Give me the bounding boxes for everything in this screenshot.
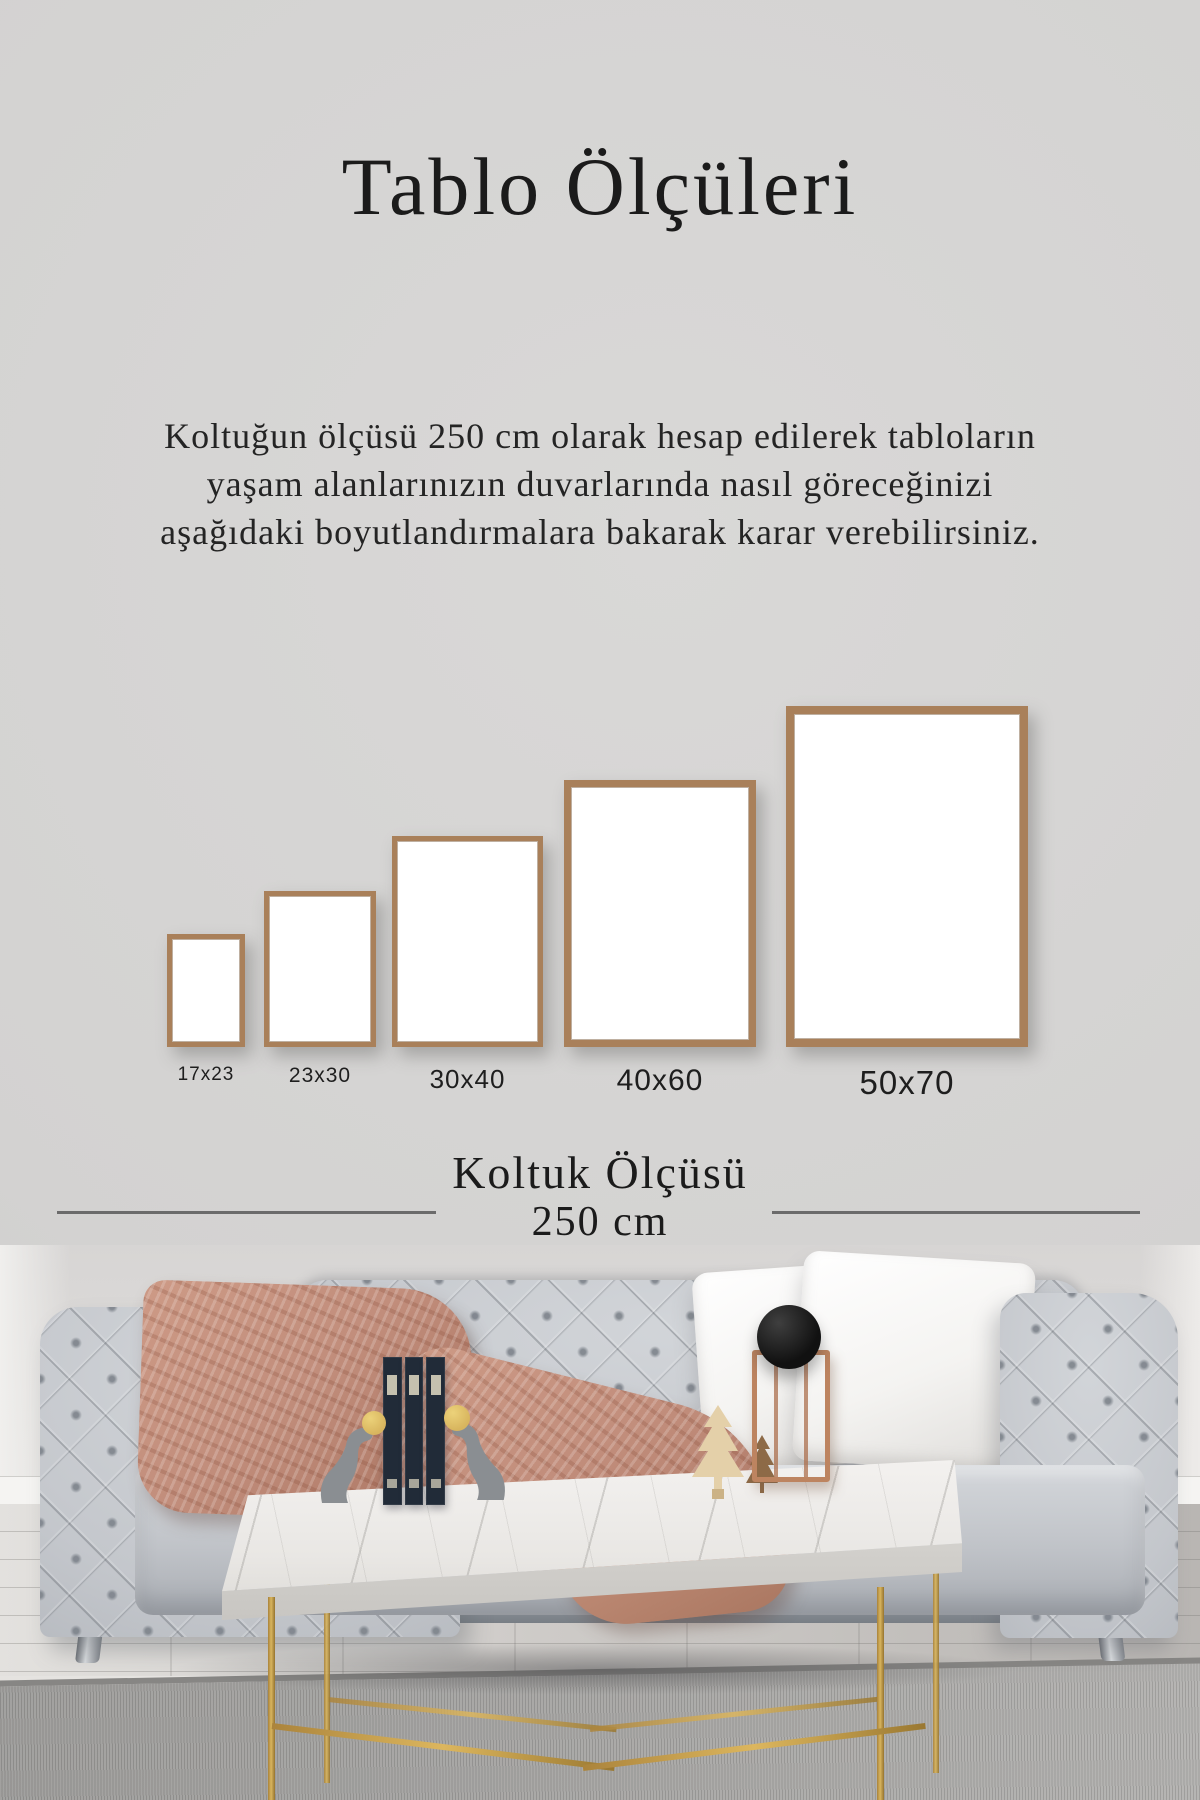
frame-canvas: [264, 891, 376, 1047]
swan-bookend-left: [314, 1423, 388, 1507]
frame-size-label: 30x40: [429, 1064, 506, 1094]
frame-canvas: [167, 934, 245, 1047]
description-line: aşağıdaki boyutlandırmalara bakarak karar verebilirsiniz.: [160, 512, 1040, 552]
sofa-measure-value: 250 cm: [531, 1199, 669, 1245]
frame-size-label: 50x70: [859, 1064, 955, 1101]
book-stack: [383, 1357, 445, 1505]
table-leg-front-right: [877, 1587, 884, 1800]
book-spine: [383, 1357, 402, 1505]
copper-lantern-stand: [752, 1350, 830, 1482]
page-title: Tablo Ölçüleri: [341, 141, 859, 232]
frame-canvas: [786, 706, 1028, 1047]
sofa-measure-label: Koltuk Ölçüsü: [452, 1147, 748, 1198]
frame-size-label: 23x30: [288, 1064, 352, 1087]
swan-bookend-right: [436, 1417, 512, 1505]
frame-30x40: [392, 836, 543, 1095]
frame-23x30: [264, 891, 376, 1088]
description-line: Koltuğun ölçüsü 250 cm olarak hesap edilerek tabloların: [164, 416, 1036, 456]
table-leg-back-right: [933, 1571, 939, 1773]
frame-17x23: [167, 934, 245, 1086]
frame-40x60: [564, 780, 756, 1098]
wooden-tree-ornament-large: [688, 1405, 748, 1499]
frame-size-label: 40x60: [616, 1064, 704, 1097]
table-leg-front-left: [268, 1597, 275, 1800]
frame-size-label: 17x23: [177, 1064, 235, 1085]
sofa-shadow: [10, 1633, 1180, 1705]
book-spine: [405, 1357, 424, 1505]
book-spine: [426, 1357, 445, 1505]
measure-line-left: [57, 1211, 436, 1214]
black-sphere-ornament: [757, 1305, 821, 1369]
measure-line-right: [772, 1211, 1140, 1214]
frame-50x70: [786, 706, 1028, 1102]
frame-canvas: [564, 780, 756, 1047]
bookend-gold-ball-left: [362, 1411, 386, 1435]
description-line: yaşam alanlarınızın duvarlarında nasıl göreceğinizi: [206, 464, 994, 504]
living-room-photo: [0, 1245, 1200, 1800]
frame-canvas: [392, 836, 543, 1047]
bookend-gold-ball-right: [444, 1405, 470, 1431]
